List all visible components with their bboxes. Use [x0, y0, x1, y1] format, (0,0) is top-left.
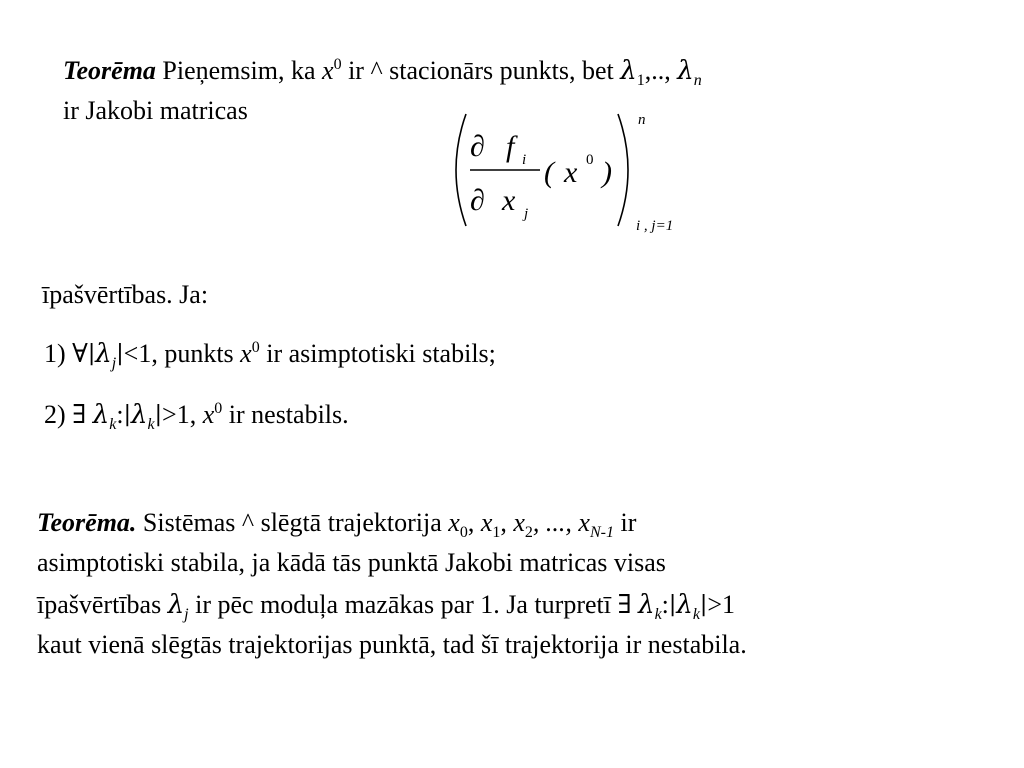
theorem2-l3-b: ir pēc moduļa mazākas par 1. Ja turpretī [188, 590, 618, 619]
theorem2-l1-end: ir [613, 508, 637, 537]
partial-bottom-symbol: ∂ [470, 184, 485, 217]
comma-2: , [500, 508, 514, 537]
theorem2-line2-text: asimptotiski stabila, ja kādā tās punktā Jakobi matricas visas [37, 548, 666, 577]
l3-colon: : [661, 590, 669, 619]
jacobian-matrix-formula [440, 104, 700, 236]
arg-open-paren: ( [544, 156, 554, 189]
theorem1-line2 [63, 96, 248, 126]
comma-1: , [467, 508, 481, 537]
eigenvalues-intro-text: īpašvērtības. Ja: [42, 280, 209, 309]
lambda-separator: ,.., [644, 56, 678, 85]
l3-lambda-k-subscript-2: k [692, 606, 700, 623]
dots: , ..., [532, 508, 579, 537]
condition-2-x: x [202, 400, 215, 429]
xn-variable: x [578, 508, 590, 537]
condition-2-x-superscript: 0 [214, 400, 223, 417]
theorem2-line3 [37, 590, 736, 623]
theorem1-line2-text: ir Jakobi matricas [63, 96, 248, 125]
theorem1-mid: ir ^ stacionārs punkts, bet [341, 56, 621, 85]
x-bottom-subscript: j [524, 206, 529, 222]
x1-subscript: 1 [492, 524, 501, 541]
l3-abs-bar-left: | [668, 592, 677, 617]
theorem2-line4-text: kaut vienā slēgtās trajektorijas punktā, tad šī trajektorija ir nestabila. [37, 630, 747, 659]
l3-exists-symbol: ∃ [617, 590, 632, 620]
arg-x-variable: x [564, 156, 578, 189]
arg-close-paren: ) [602, 156, 612, 189]
lambda-k-subscript: k [109, 416, 117, 433]
theorem1-title: Teorēma [63, 56, 156, 85]
l3-lambda-j-subscript: j [184, 606, 189, 623]
condition-2-gt: >1, [162, 400, 203, 429]
lambda-symbol-n: λ [677, 56, 694, 86]
x1-variable: x [480, 508, 493, 537]
x-bottom-variable: x [502, 184, 516, 217]
exists-symbol: ∃ [72, 400, 87, 430]
x-variable: x [322, 56, 334, 85]
condition-2-number: 2) [44, 400, 73, 429]
theorem2-line2 [37, 548, 666, 578]
x0-variable: x [448, 508, 460, 537]
outer-subscript-range: i , j=1 [636, 218, 674, 234]
theorem2-title: Teorēma. [37, 508, 137, 537]
outer-superscript-n: n [638, 112, 646, 128]
condition-2 [44, 400, 349, 433]
l3-lambda-k-symbol-2: λ [676, 590, 693, 620]
x2-variable: x [513, 508, 525, 537]
condition-2-end: ir nestabils. [222, 400, 349, 429]
theorem2-line1 [37, 508, 637, 541]
x2-subscript: 2 [524, 524, 533, 541]
lambda-k-symbol: λ [92, 400, 110, 430]
arg-x-superscript: 0 [586, 152, 594, 168]
theorem1-intro: Pieņemsim, ka [155, 56, 323, 85]
outer-left-paren [456, 114, 466, 226]
condition-2-colon: : [116, 400, 124, 429]
theorem2-l3-a: īpašvērtības [37, 590, 168, 619]
lambda-k-subscript-2: k [147, 416, 155, 433]
outer-right-paren [618, 114, 628, 226]
l3-lambda-k-symbol: λ [638, 590, 655, 620]
forall-symbol: ∀ [72, 339, 88, 369]
x-superscript: 0 [333, 56, 342, 73]
condition-1-x-superscript: 0 [251, 339, 260, 356]
l3-abs-bar-right: | [699, 592, 708, 617]
partial-top-symbol: ∂ [470, 130, 485, 163]
theorem2-l1-text: Sistēmas ^ slēgtā trajektorija [136, 508, 449, 537]
condition-1 [44, 339, 496, 372]
xn-subscript: N-1 [589, 524, 614, 541]
abs-bar-left-2: | [123, 402, 132, 427]
condition-1-rest: <1, punkts [123, 339, 241, 368]
l3-lambda-k-subscript: k [654, 606, 662, 623]
theorem2-l3-end: >1 [707, 590, 736, 619]
condition-1-number: 1) [44, 339, 73, 368]
lambda-subscript-1: 1 [636, 72, 645, 89]
theorem1-line1 [63, 56, 702, 89]
lambda-j-symbol: λ [95, 339, 112, 369]
theorem2-line4 [37, 630, 747, 660]
f-subscript: i [522, 152, 527, 168]
lambda-j-subscript: j [111, 355, 117, 372]
lambda-symbol: λ [620, 56, 637, 86]
x0-subscript: 0 [459, 524, 468, 541]
condition-1-end: ir asimptotiski stabils; [259, 339, 496, 368]
lambda-subscript-n: n [693, 72, 702, 89]
f-variable: f [506, 130, 515, 163]
abs-bar-right-2: | [154, 402, 163, 427]
l3-lambda-j-symbol: λ [167, 590, 185, 620]
abs-bar-left: | [87, 341, 96, 366]
condition-1-x: x [240, 339, 252, 368]
lambda-k-symbol-2: λ [131, 400, 148, 430]
abs-bar-right: | [116, 341, 124, 366]
eigenvalues-intro-line [42, 280, 208, 310]
